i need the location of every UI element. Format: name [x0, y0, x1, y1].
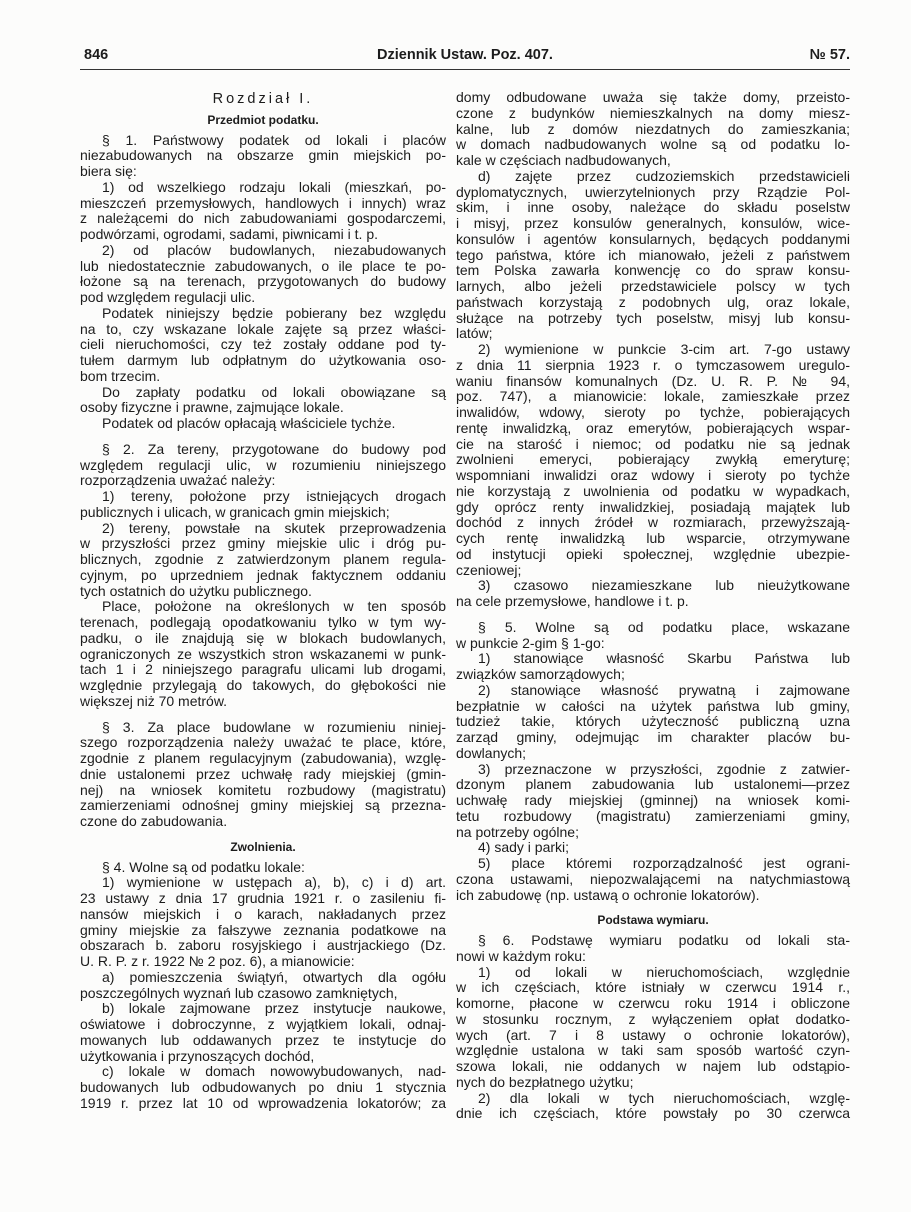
paragraph [456, 90, 850, 169]
text-line: względnie przylegają do takowych, do głębokości nie [80, 677, 446, 693]
text-line: łożone są na terenach, przygotowanych do budowy [80, 273, 446, 290]
text-line: cie na starość i niemoc; od podatku nie są jednak [456, 435, 850, 452]
text-line: obszarach b. zaboru rosyjskiego i austrjackiego (Dz. [80, 937, 446, 954]
text-line: § 3. Za place budowlane w rozumieniu niniej- [102, 718, 446, 735]
text-line: gdy oprócz renty inwalidzkiej, posiadają majątek lub [456, 498, 850, 515]
text-line: w ich częściach, które istniały w czerwcu 1914 r., [456, 979, 850, 996]
text-line: bom trzecim. [80, 367, 161, 384]
text-line: dowlanych; [456, 744, 527, 761]
text-line: związków samorządowych; [456, 666, 625, 682]
text-line: dnie ustalonemi przez uchwałę rady miejskiej (gmin- [80, 765, 446, 782]
text-line: zgodnie z planem regulacyjnym (zabudowania), wzglę- [80, 750, 446, 766]
paragraph [456, 933, 850, 965]
paragraph-section [80, 720, 446, 830]
text-line: nowi w każdym roku: [456, 947, 586, 964]
header-rule [80, 69, 850, 70]
text-line: 1919 r. przez lat 10 od wprowadzenia lokatorów; za [80, 1094, 446, 1111]
text-line: § 1. Państwowy podatek od lokali i placów [102, 131, 446, 148]
text-line: dochód z innych źródeł w rozmiarach, przewyższają- [456, 514, 850, 531]
text-line: względnie ustalona w taki sam sposób wartość czyn- [456, 1042, 850, 1059]
text-line: d) zajęte przez cudzoziemskich przedstawicieli [478, 167, 850, 184]
text-line: czone do zabudowania. [80, 813, 228, 829]
paragraph [80, 599, 446, 709]
text-line: zarząd gminy, odejmując im charakter placów bu- [456, 729, 850, 745]
text-line: na potrzeby ogólne; [456, 823, 579, 840]
text-line: wych (art. 7 i 8 ustawy o ochronie lokatorów), [456, 1026, 850, 1043]
text-line: blicznych, zgodnie z zatwierdzonym planem regula- [80, 551, 446, 567]
right-column [456, 90, 850, 1122]
text-line: tułem darmym lub odpłatnym do użytkowania oso- [80, 352, 446, 368]
text-line: komorne, płacone w czerwcu roku 1914 i obliczone [456, 995, 850, 1011]
text-line: wspomniani inwalidzi oraz wdowy i sieroty po tychże [456, 467, 850, 483]
text-line: z dnia 11 sierpnia 1923 r. o tymczasowem uregulo- [456, 356, 850, 373]
text-line: tetu rozbudowy (magistratu) zamierzeniami gminy, [456, 807, 850, 824]
text-line: 4) sady i parki; [478, 839, 570, 856]
text-line: względem regulacji ulic, w rozumieniu niniejszego [80, 456, 446, 473]
text-line: gminy miejskie za fałszywe zeznania podatkowe na [80, 921, 446, 938]
text-line: 1) wymienione w ustępach a), b), c) i d) art. [102, 874, 446, 891]
text-line: w stosunku rocznym, z wyłączeniem opłat dodatko- [456, 1010, 850, 1027]
text-line: i misyj, przez konsulów generalnych, konsulów, wice- [456, 215, 850, 231]
text-line: czone z budynków niemieszkalnych na domy miesz- [456, 104, 850, 121]
left-column [80, 90, 446, 1112]
text-line: 5) place któremi rozporządzalność jest ograni- [478, 855, 850, 871]
text-line: budowanych lub odbudowanych po dniu 1 stycznia [80, 1079, 446, 1095]
text-line: w punkcie 2-gim § 1-go: [456, 634, 605, 651]
text-line: oświatowe i dobroczynne, z wyjątkiem lokali, odnaj- [80, 1016, 446, 1032]
text-line: podwórzami, ogrodami, sadami, piwnicami i t. p. [80, 226, 379, 242]
text-line: § 6. Podstawę wymiaru podatku od lokali sta- [478, 932, 850, 948]
text-line: na to, czy wskazane lokale zajęte są przez właści- [80, 320, 446, 337]
text-line: § 4. Wolne są od podatku lokale: [102, 858, 305, 875]
section-heading: Zwolnienia. [230, 839, 296, 854]
text-line: 1) tereny, położone przy istniejących drogach [102, 488, 446, 504]
text-line: padku, o ile znajdują się w blokach budowlanych, [80, 629, 446, 646]
paragraph [80, 133, 446, 180]
paragraph [80, 970, 446, 1002]
paragraph [80, 416, 446, 432]
text-line: czeniowej; [456, 561, 522, 578]
text-line: szowa lokali, nie oddanych w najem lub odstąpio- [456, 1058, 850, 1074]
text-line: 2) dla lokali w tych nieruchomościach, wzglę- [478, 1089, 850, 1106]
paragraph [456, 578, 850, 610]
text-line: mowanych lub oddawanych przez te instytucje do [80, 1031, 446, 1048]
paragraph [456, 840, 850, 856]
text-line: kalne, lub z domów niezdatnych do zamieszkania; [456, 120, 850, 137]
section-heading: Przedmiot podatku. [207, 112, 319, 127]
text-line: 1) od wszelkiego rodzaju lokali (mieszkań, po- [102, 178, 446, 195]
text-line: cieli nieruchomości, czy też zostały oddane pod ty- [80, 336, 446, 353]
text-line: § 5. Wolne są od podatku place, wskazane [478, 618, 850, 635]
text-line: lub niedostatecznie zabudowanych, o ile place te po- [80, 257, 446, 274]
text-line: poszczególnych wyznań lub czasowo zamkniętych, [80, 984, 398, 1001]
text-line: nej) na wniosek komitetu rozbudowy (magistratu) [80, 781, 446, 798]
paragraph [456, 342, 850, 578]
text-line: tach 1 i 2 niniejszego paragrafu ulicami lub drogami, [80, 661, 446, 678]
text-line: osoby fizyczne i prawne, zajmujące lokale. [80, 399, 344, 416]
paragraph [80, 1001, 446, 1064]
paragraph [456, 651, 850, 683]
text-line: dzonym planem zabudowania lub ustalonemi—przez [456, 776, 850, 793]
text-line: w domach nadbudowanych wolne są od podatku lo- [456, 136, 850, 153]
issue-number: № 57. [809, 47, 850, 63]
text-line: a) pomieszczenia świątyń, otwartych dla ogółu [102, 968, 446, 985]
paragraph [456, 683, 850, 762]
text-line: służące na potrzeby tych poselstw, misyj lub konsu- [456, 309, 850, 326]
text-line: 2) od placów budowlanych, niezabudowanych [102, 241, 446, 258]
text-line: tych ostatnich do użytku publicznego. [80, 582, 312, 599]
paragraph [456, 856, 850, 903]
text-line: zamierzeniami odnośnej gminy miejskiej są przezna- [80, 797, 446, 814]
text-line: dyplomatycznych, uwierzytelnionych przy Rządzie Pol- [456, 183, 850, 200]
page-number: 846 [84, 47, 109, 63]
text-line: 3) czasowo niezamieszkane lub nieużytkowane [478, 577, 850, 594]
text-line: inwalidów, wdowy, sieroty po tychże, pobierających [456, 404, 850, 420]
text-line: tem Polska zawarła konwencję co do spraw konsu- [456, 262, 850, 279]
text-line: 2) stanowiące własność prywatną i zajmowane [478, 681, 850, 698]
text-line: kale w częściach nadbudowanych, [456, 152, 671, 168]
paragraph-section [80, 442, 446, 489]
paragraph [80, 243, 446, 306]
text-line: użytkowania i przynoszących dochód, [80, 1047, 315, 1064]
text-line: tudzież takie, których użyteczność publiczną uzna [456, 713, 850, 730]
paragraph [456, 169, 850, 342]
text-line: larnych, albo jeżeli przedstawiciele polscy w tych [456, 278, 850, 294]
text-line: tego państwa, które ich mianowało, jeżeli z państwem [456, 246, 850, 263]
text-line: państwach korzystają z podobnych ulg, oraz lokale, [456, 293, 850, 310]
text-line: rentę inwalidzką, oraz emerytów, pobierających wspar- [456, 419, 850, 436]
text-line: waniu finansów komunalnych (Dz. U. R. P. № 94, [456, 372, 850, 389]
paragraph [80, 306, 446, 385]
text-line: Place, położone na określonych w ten sposób [102, 598, 446, 615]
text-line: ograniczonych ze wszystkich stron wskazanemi w punk- [80, 645, 446, 662]
text-line: większej niż 70 metrów. [80, 692, 228, 709]
text-line: pod względem regulacji ulic. [80, 289, 256, 305]
text-line: mieszczeń przemysłowych, handlowych i innych) wraz [80, 194, 446, 211]
page-header [80, 47, 850, 67]
paragraph [80, 1064, 446, 1111]
text-line: czona ustawami, niepozwalającemi na natychmiastową [456, 870, 850, 887]
text-line: 1) od lokali w nieruchomościach, względnie [478, 963, 850, 980]
text-line: z należącemi do nich zabudowaniami gospodarczemi, [80, 210, 446, 227]
text-line: skim, i inne osoby, należące do składu poselstw [456, 199, 850, 216]
text-line: niezabudowanych na obszarze gmin miejskich po- [80, 147, 446, 164]
text-line: 1) stanowiące własność Skarbu Państwa lub [478, 650, 850, 667]
paragraph [80, 180, 446, 243]
paragraph [456, 762, 850, 841]
paragraph [80, 860, 446, 876]
text-line: 23 ustawy z dnia 17 grudnia 1921 r. o zasileniu fi- [80, 890, 446, 906]
text-line: c) lokale w domach nowowybudowanych, nad- [102, 1063, 446, 1080]
text-line: latów; [456, 325, 493, 342]
text-line: szego rozporządzenia należy uważać te place, które, [80, 734, 446, 751]
text-line: § 2. Za tereny, przygotowane do budowy pod [102, 440, 446, 457]
text-line: 3) przeznaczone w przyszłości, zgodnie z zatwier- [478, 760, 850, 777]
paragraph [80, 489, 446, 521]
text-line: zwolnieni emeryci, pobierający zwykłą emeryturę; [456, 451, 850, 468]
text-line: Podatek niniejszy będzie pobierany bez względu [102, 304, 446, 321]
paragraph [456, 1091, 850, 1123]
paragraph [80, 521, 446, 600]
text-line: Do zapłaty podatku od lokali obowiązane są [102, 383, 446, 400]
text-line: rozporządzenia uważać należy: [80, 472, 276, 489]
text-line: Podatek od placów opłacają właściciele tychże. [102, 415, 396, 431]
journal-title: Dziennik Ustaw. Poz. 407. [377, 47, 553, 63]
text-line: publicznych i ulicach, w granicach gmin miejskich; [80, 503, 390, 520]
paragraph [80, 385, 446, 417]
text-line: domy odbudowane uważa się także domy, przeisto- [456, 89, 850, 105]
text-line: na cele przemysłowe, handlowe i t. p. [456, 593, 689, 609]
text-line: od instytucji opieki społecznej, względnie ubezpie- [456, 545, 850, 562]
text-line: nie korzystają z uwolnienia od podatku w wypadkach, [456, 482, 850, 499]
text-line: konsulów i agentów konsularnych, będących poddanymi [456, 230, 850, 247]
text-line: bezpłatnie w całości na użytek państwa lub gminy, [456, 697, 850, 714]
text-line: ich zabudowę (np. ustawą o ochronie lokatorów). [456, 886, 760, 903]
text-line: poz. 747), a mianowicie: lokale, zamieszkałe przez [456, 388, 850, 405]
text-line: U. R. P. z r. 1922 № 2 poz. 6), a mianowicie: [80, 953, 355, 969]
paragraph [80, 875, 446, 970]
paragraph-section [456, 620, 850, 652]
text-line: terenach, podlegają opodatkowaniu tylko w tym wy- [80, 614, 446, 630]
paragraph [456, 965, 850, 1091]
text-line: 2) tereny, powstałe na skutek przeprowadzenia [102, 519, 446, 536]
text-line: w przyszłości przez gminy miejskie ulic i dróg pu- [80, 535, 446, 552]
text-line: nansów miejskich i o karach, nakładanych przez [80, 905, 446, 922]
text-line: cyjnym, po uprzedniem jednak faktycznem oddaniu [80, 566, 446, 583]
text-line: uchwałę rady miejskiej (gminnej) na wniosek komi- [456, 792, 850, 808]
text-line: b) lokale zajmowane przez instytucje naukowe, [102, 1000, 446, 1017]
text-line: nych do bezpłatnego użytku; [456, 1073, 634, 1090]
text-line: 2) wymienione w punkcie 3-cim art. 7-go ustawy [478, 341, 850, 357]
text-line: biera się: [80, 163, 137, 179]
text-line: dnie ich częściach, które powstały po 30 czerwca [456, 1105, 850, 1122]
chapter-heading: Rozdział I. [212, 91, 314, 107]
text-line: cych rentę inwalidzką lub wsparcie, otrzymywane [456, 530, 850, 546]
section-heading: Podstawa wymiaru. [597, 913, 709, 928]
